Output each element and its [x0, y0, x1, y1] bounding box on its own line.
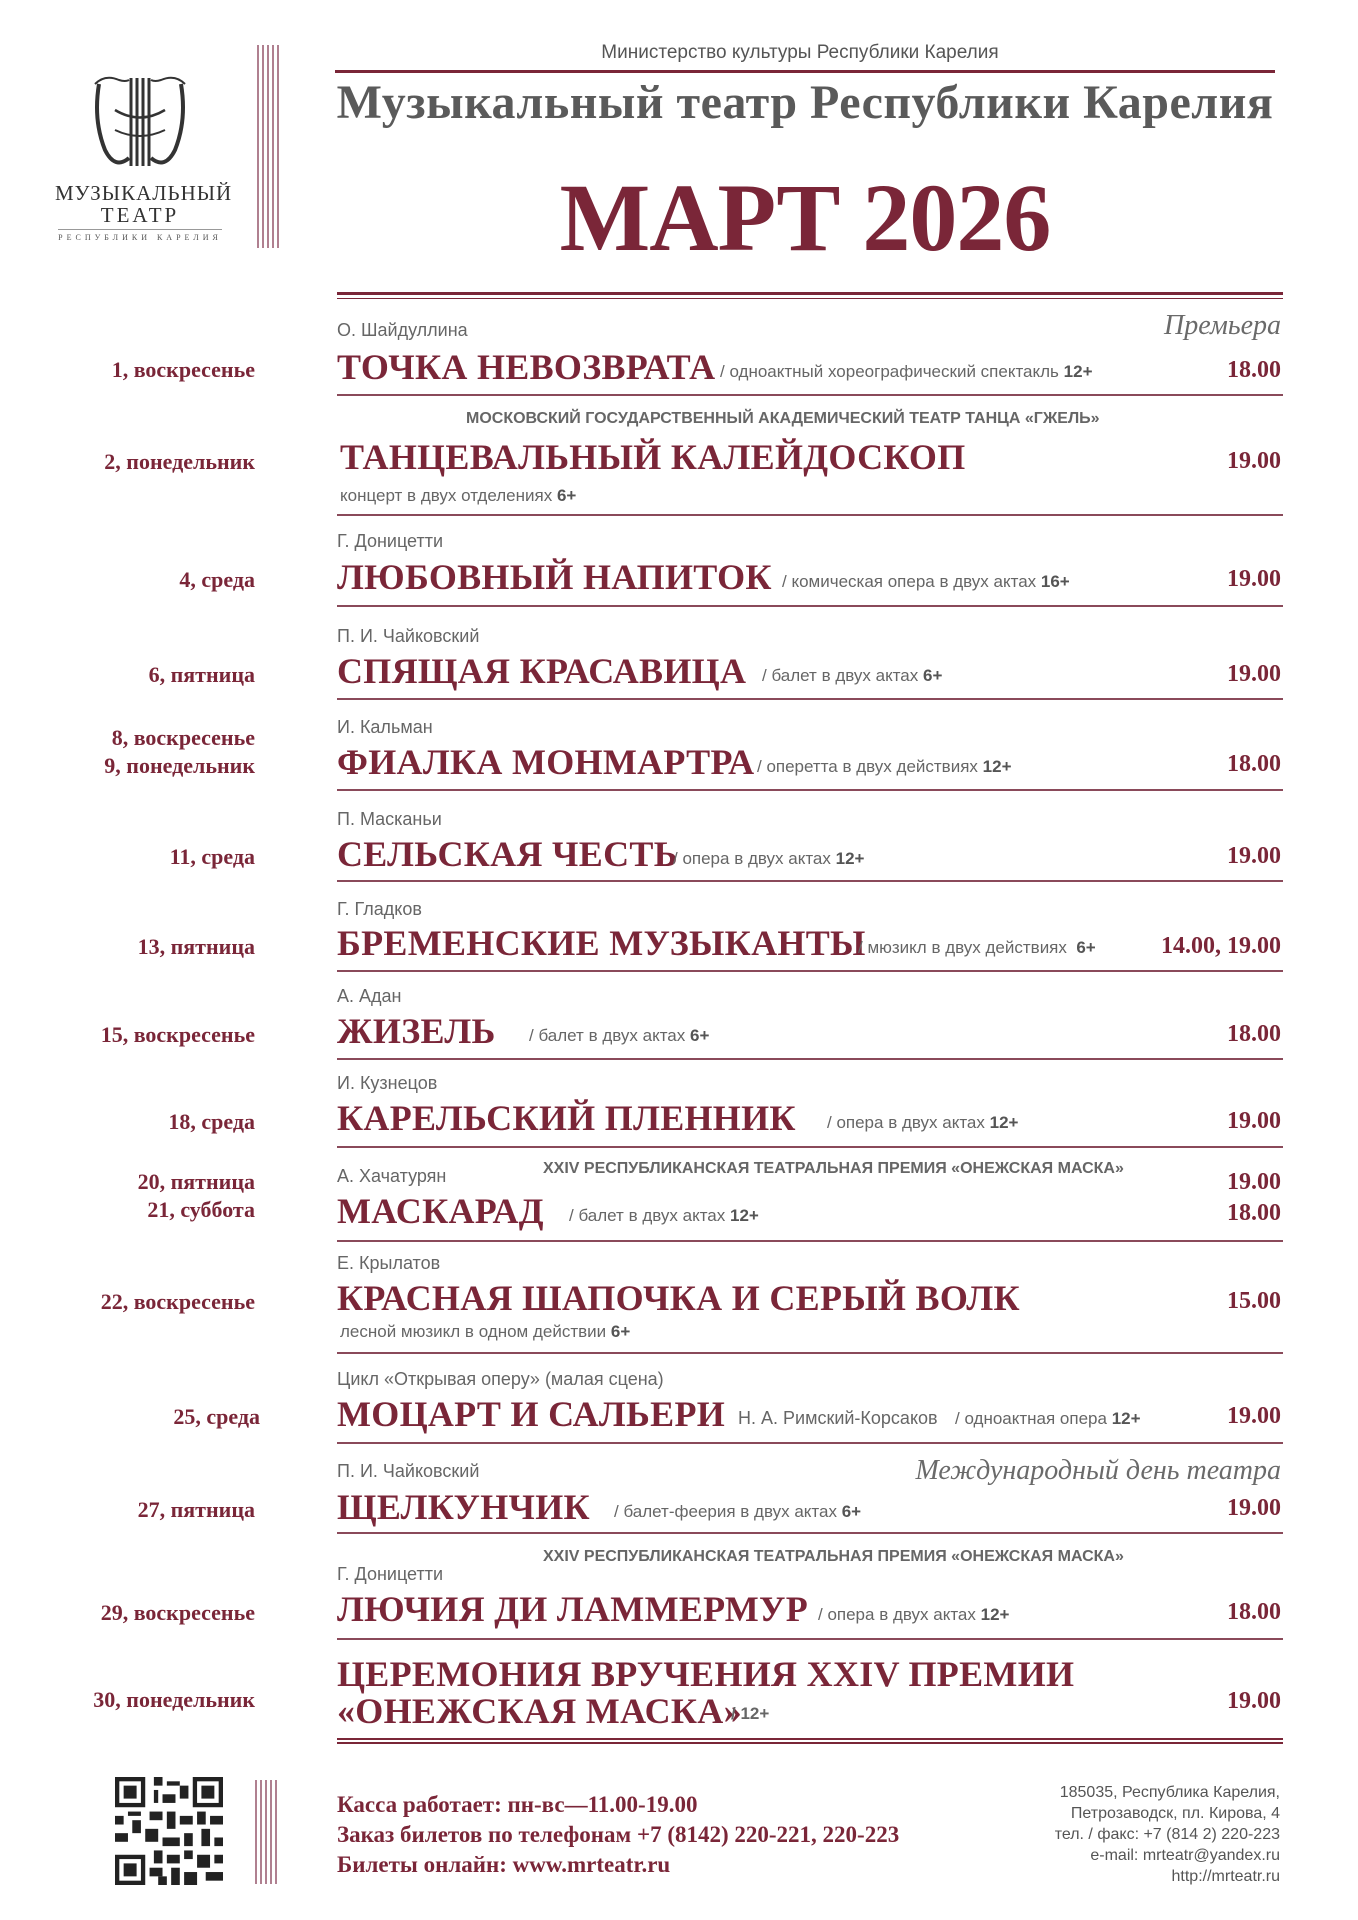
row-divider [337, 880, 1283, 882]
event-date: 25, среда [173, 1404, 260, 1429]
row-divider [337, 1146, 1283, 1148]
event-date: 15, воскресенье [100, 1022, 255, 1047]
event-date: 21, суббота [147, 1197, 255, 1222]
event-title[interactable]: ТОЧКА НЕВОЗВРАТА [337, 347, 716, 387]
event-time: 19.00 [1227, 1495, 1281, 1521]
event-date: 22, воскресенье [100, 1289, 255, 1314]
event-date: 1, воскресенье [111, 357, 255, 382]
theatre-title: Музыкальный театр Республики Карелия [335, 70, 1275, 130]
ticket-info [337, 1790, 899, 1880]
online-tickets-link[interactable]: Билеты онлайн: www.mrteatr.ru [337, 1852, 671, 1877]
event-composer: П. И. Чайковский [337, 626, 480, 646]
event-title[interactable]: МАСКАРАД [337, 1191, 544, 1231]
event-date: 8, воскресенье [111, 725, 255, 750]
event-description: / опера в двух актах 12+ [827, 1113, 1019, 1132]
event-note: МОСКОВСКИЙ ГОСУДАРСТВЕННЫЙ АКАДЕМИЧЕСКИЙ ТЕАТР ТАНЦА «ГЖЕЛЬ» [466, 410, 1100, 427]
event-date: 13, пятница [137, 934, 255, 959]
event-time: 19.00 [1227, 1403, 1281, 1429]
event-date: 30, понедельник [93, 1687, 255, 1712]
event-description: / балет в двух актах 6+ [529, 1026, 710, 1045]
event-date: 6, пятница [148, 662, 255, 687]
qr-code-icon[interactable] [115, 1777, 223, 1885]
event-composer: Цикл «Открывая оперу» (малая сцена) [337, 1369, 664, 1389]
event-date: 18, среда [168, 1109, 255, 1134]
box-office-hours: Касса работает: пн-вс—11.00-19.00 [337, 1792, 698, 1817]
logo-text: ТЕАТР [100, 203, 180, 227]
lyre-logo-icon [85, 70, 195, 180]
event-time: 19.00 [1227, 1688, 1281, 1714]
event-description: концерт в двух отделениях 6+ [340, 486, 577, 505]
event-description: / одноактный хореографический спектакль 12+ [720, 362, 1093, 381]
event-title[interactable]: МОЦАРТ И САЛЬЕРИ [337, 1394, 726, 1434]
event-composer: Г. Гладков [337, 899, 422, 919]
event-time: 18.00 [1227, 357, 1281, 383]
event-date: 20, пятница [137, 1169, 255, 1194]
event-badge: Международный день театра [915, 1455, 1281, 1486]
schedule-bottom-divider [337, 1738, 1283, 1744]
event-title[interactable]: СПЯЩАЯ КРАСАВИЦА [337, 651, 747, 691]
event-composer: А. Хачатурян [337, 1166, 447, 1186]
event-badge: Премьера [1164, 310, 1281, 341]
event-date: 29, воскресенье [100, 1600, 255, 1625]
event-title[interactable]: ЛЮБОВНЫЙ НАПИТОК [337, 557, 772, 597]
event-time: 18.00 [1227, 1599, 1281, 1625]
event-note: XXIV РЕСПУБЛИКАНСКАЯ ТЕАТРАЛЬНАЯ ПРЕМИЯ «ОНЕЖСКАЯ МАСКА» [543, 1548, 1124, 1565]
logo-subtext: РЕСПУБЛИКИ КАРЕЛИЯ [58, 229, 222, 242]
event-description: / опера в двух актах 12+ [673, 849, 865, 868]
event-composer: П. Масканьи [337, 809, 442, 829]
event-description: / оперетта в двух действиях 12+ [757, 757, 1012, 776]
event-description: / балет в двух актах 12+ [569, 1206, 759, 1225]
row-divider [337, 605, 1283, 607]
row-divider [337, 1352, 1283, 1354]
event-composer: Н. А. Римский-Корсаков [738, 1408, 938, 1428]
event-time: 15.00 [1227, 1288, 1281, 1314]
event-composer: Е. Крылатов [337, 1253, 441, 1273]
event-description: / мюзикл в двух действиях 6+ [858, 938, 1096, 957]
event-time: 19.00 [1227, 843, 1281, 869]
phone-fax: тел. / факс: +7 (814 2) 220-223 [1054, 1826, 1280, 1843]
row-divider [337, 514, 1283, 516]
row-divider [337, 1638, 1283, 1640]
website-link[interactable]: http://mrteatr.ru [1171, 1868, 1280, 1885]
event-date: 2, понедельник [104, 449, 255, 474]
decorative-bars [257, 45, 281, 248]
event-time: 19.00 [1227, 448, 1281, 474]
event-time: 18.00 [1227, 1200, 1281, 1226]
address-line: 185035, Республика Карелия, [1059, 1784, 1280, 1801]
row-divider [337, 789, 1283, 791]
event-title[interactable]: «ОНЕЖСКАЯ МАСКА» [337, 1691, 742, 1731]
event-description: / комическая опера в двух актах 16+ [782, 572, 1070, 591]
event-composer: Г. Доницетти [337, 1564, 444, 1584]
event-title[interactable]: ТАНЦЕВАЛЬНЫЙ КАЛЕЙДОСКОП [340, 437, 966, 477]
event-date: 9, понедельник [104, 753, 255, 778]
event-title[interactable]: ЛЮЧИЯ ДИ ЛАММЕРМУР [337, 1589, 809, 1629]
event-composer: И. Кальман [337, 717, 433, 737]
event-description: / одноактная опера 12+ [955, 1409, 1141, 1428]
event-description: лесной мюзикл в одном действии 6+ [340, 1322, 631, 1341]
event-note: XXIV РЕСПУБЛИКАНСКАЯ ТЕАТРАЛЬНАЯ ПРЕМИЯ «ОНЕЖСКАЯ МАСКА» [543, 1160, 1124, 1177]
event-composer: Г. Доницетти [337, 531, 444, 551]
event-date: 27, пятница [137, 1497, 255, 1522]
event-time: 18.00 [1227, 1021, 1281, 1047]
event-title[interactable]: ЖИЗЕЛЬ [337, 1011, 496, 1051]
event-title[interactable]: КРАСНАЯ ШАПОЧКА И СЕРЫЙ ВОЛК [337, 1278, 1020, 1318]
event-time: 14.00, 19.00 [1161, 933, 1281, 959]
event-title[interactable]: ЦЕРЕМОНИЯ ВРУЧЕНИЯ XXIV ПРЕМИИ [337, 1654, 1075, 1694]
event-composer: А. Адан [337, 986, 402, 1006]
email-link[interactable]: e-mail: mrteatr@yandex.ru [1090, 1847, 1280, 1864]
row-divider [337, 698, 1283, 700]
event-title[interactable]: ФИАЛКА МОНМАРТРА [337, 742, 755, 782]
event-description: / балет в двух актах 6+ [762, 666, 943, 685]
event-title[interactable]: КАРЕЛЬСКИЙ ПЛЕННИК [337, 1098, 796, 1138]
event-time: 19.00 [1227, 1169, 1281, 1195]
event-title[interactable]: БРЕМЕНСКИЕ МУЗЫКАНТЫ [337, 923, 866, 963]
header-divider [337, 292, 1283, 299]
event-time: 19.00 [1227, 1108, 1281, 1134]
row-divider [337, 970, 1283, 972]
ministry-label: Министерство культуры Республики Карелия [601, 42, 999, 63]
logo-text: МУЗЫКАЛЬНЫЙ [55, 181, 233, 205]
row-divider [337, 1442, 1283, 1444]
event-time: 19.00 [1227, 661, 1281, 687]
event-time: 18.00 [1227, 751, 1281, 777]
row-divider [337, 1240, 1283, 1242]
event-description: / опера в двух актах 12+ [818, 1605, 1010, 1624]
event-description: / балет-феерия в двух актах 6+ [614, 1502, 862, 1521]
theatre-logo [55, 70, 233, 260]
row-divider [337, 394, 1283, 396]
month-title: МАРТ 2026 [559, 164, 1051, 271]
event-title[interactable]: СЕЛЬСКАЯ ЧЕСТЬ [337, 834, 678, 874]
event-time: 19.00 [1227, 566, 1281, 592]
phone-booking[interactable]: Заказ билетов по телефонам +7 (8142) 220-221, 220-223 [337, 1822, 900, 1847]
row-divider [337, 1532, 1283, 1534]
address-line: Петрозаводск, пл. Кирова, 4 [1070, 1805, 1280, 1822]
event-date: 4, среда [179, 567, 255, 592]
decorative-bars [255, 1780, 279, 1884]
event-title[interactable]: ЩЕЛКУНЧИК [337, 1487, 590, 1527]
event-date: 11, среда [169, 844, 255, 869]
event-composer: П. И. Чайковский [337, 1461, 480, 1481]
contact-address [1055, 1782, 1280, 1887]
row-divider [337, 1058, 1283, 1060]
event-composer: О. Шайдуллина [337, 320, 468, 340]
event-composer: И. Кузнецов [337, 1073, 438, 1093]
event-description: / 12+ [731, 1704, 770, 1723]
